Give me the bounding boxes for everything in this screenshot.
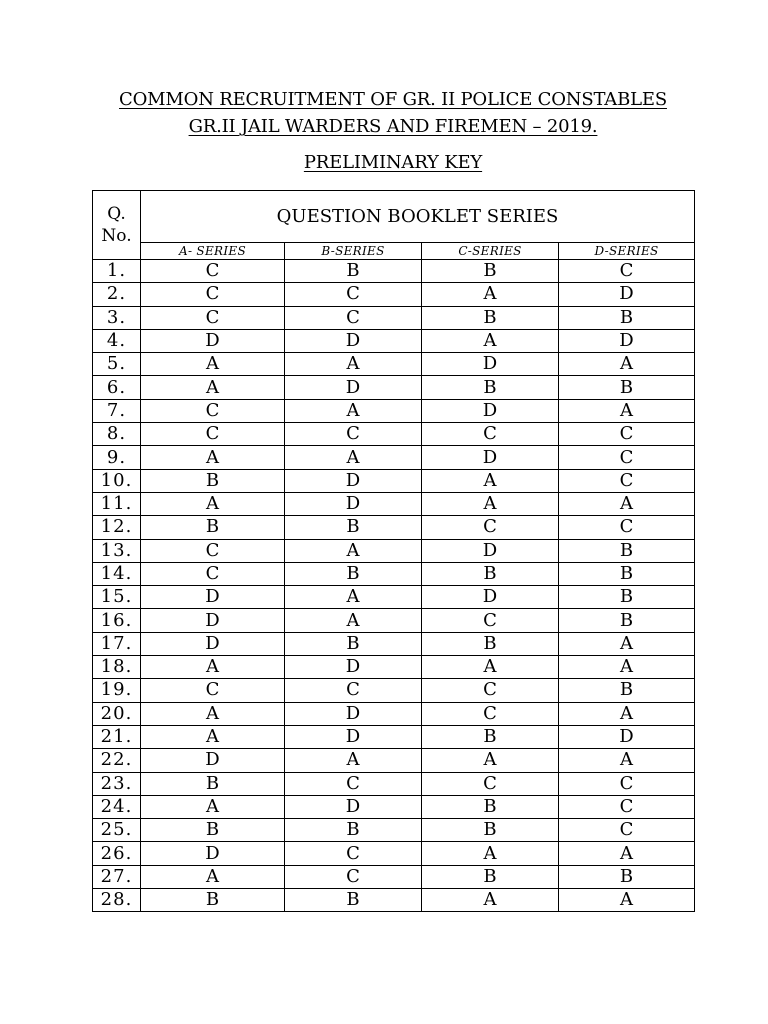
series-d-answer: D — [559, 329, 695, 352]
question-number: 10. — [93, 469, 141, 492]
question-number: 22. — [93, 749, 141, 772]
series-d-answer: B — [559, 562, 695, 585]
question-number: 28. — [93, 889, 141, 912]
series-c-answer: C — [422, 609, 559, 632]
document-subtitle: PRELIMINARY KEY — [303, 152, 483, 173]
table-row — [93, 492, 695, 515]
question-number: 19. — [93, 679, 141, 702]
question-number: 6. — [93, 376, 141, 399]
series-a-answer: A — [141, 492, 285, 515]
series-b-answer: A — [285, 399, 422, 422]
series-d-answer: D — [559, 725, 695, 748]
question-number-header-line-2: No. — [101, 226, 132, 246]
table-row — [93, 260, 695, 283]
series-a-answer: A — [141, 446, 285, 469]
series-c-answer: A — [422, 492, 559, 515]
series-a-answer: D — [141, 329, 285, 352]
table-row — [93, 819, 695, 842]
question-number: 20. — [93, 702, 141, 725]
series-d-answer: B — [559, 306, 695, 329]
question-number: 15. — [93, 586, 141, 609]
table-row — [93, 329, 695, 352]
series-a-answer: A — [141, 376, 285, 399]
series-b-answer: B — [285, 260, 422, 283]
question-number: 5. — [93, 353, 141, 376]
table-row — [93, 609, 695, 632]
series-c-answer: A — [422, 469, 559, 492]
series-c-answer: C — [422, 772, 559, 795]
table-row — [93, 399, 695, 422]
series-d-answer: A — [559, 399, 695, 422]
series-d-answer: C — [559, 795, 695, 818]
series-d-answer: B — [559, 679, 695, 702]
answer-key-table — [92, 190, 695, 912]
series-b-answer: B — [285, 819, 422, 842]
series-a-answer: A — [141, 865, 285, 888]
series-c-answer: D — [422, 539, 559, 562]
series-a-answer: B — [141, 516, 285, 539]
question-number-header-line-1: Q. — [107, 204, 126, 224]
series-b-answer: A — [285, 539, 422, 562]
table-row — [93, 446, 695, 469]
table-row — [93, 772, 695, 795]
question-number: 27. — [93, 865, 141, 888]
series-b-answer: C — [285, 679, 422, 702]
series-a-answer: C — [141, 283, 285, 306]
series-d-answer: C — [559, 819, 695, 842]
series-a-answer: A — [141, 702, 285, 725]
table-row — [93, 283, 695, 306]
question-number: 25. — [93, 819, 141, 842]
series-c-answer: B — [422, 306, 559, 329]
series-b-answer: A — [285, 586, 422, 609]
series-b-answer: A — [285, 353, 422, 376]
series-d-header: D-SERIES — [559, 243, 695, 260]
series-d-answer: A — [559, 656, 695, 679]
table-row — [93, 586, 695, 609]
series-a-answer: C — [141, 423, 285, 446]
series-a-answer: C — [141, 260, 285, 283]
table-row — [93, 353, 695, 376]
table-row — [93, 562, 695, 585]
question-number: 1. — [93, 260, 141, 283]
series-d-answer: C — [559, 772, 695, 795]
series-c-answer: D — [422, 586, 559, 609]
series-a-header: A- SERIES — [141, 243, 285, 260]
series-a-answer: C — [141, 399, 285, 422]
table-row — [93, 702, 695, 725]
question-number: 13. — [93, 539, 141, 562]
series-b-answer: C — [285, 283, 422, 306]
series-d-answer: A — [559, 889, 695, 912]
series-a-answer: D — [141, 609, 285, 632]
series-b-answer: C — [285, 772, 422, 795]
series-a-answer: B — [141, 819, 285, 842]
series-b-answer: C — [285, 306, 422, 329]
series-b-answer: D — [285, 376, 422, 399]
series-d-answer: C — [559, 423, 695, 446]
series-b-answer: D — [285, 492, 422, 515]
table-row — [93, 469, 695, 492]
series-b-answer: B — [285, 516, 422, 539]
question-number: 26. — [93, 842, 141, 865]
table-header-row — [93, 191, 695, 243]
series-b-answer: A — [285, 749, 422, 772]
series-b-answer: B — [285, 889, 422, 912]
table-row — [93, 749, 695, 772]
series-c-answer: C — [422, 423, 559, 446]
series-d-answer: C — [559, 260, 695, 283]
series-c-answer: D — [422, 446, 559, 469]
series-c-answer: C — [422, 679, 559, 702]
question-number: 14. — [93, 562, 141, 585]
question-number: 23. — [93, 772, 141, 795]
table-row — [93, 376, 695, 399]
series-c-answer: B — [422, 865, 559, 888]
series-a-answer: A — [141, 725, 285, 748]
series-c-answer: B — [422, 260, 559, 283]
series-c-answer: A — [422, 329, 559, 352]
series-c-answer: B — [422, 632, 559, 655]
series-c-answer: B — [422, 376, 559, 399]
series-b-answer: D — [285, 795, 422, 818]
table-row — [93, 423, 695, 446]
series-b-answer: B — [285, 632, 422, 655]
series-a-answer: C — [141, 539, 285, 562]
series-a-answer: C — [141, 306, 285, 329]
question-number: 7. — [93, 399, 141, 422]
series-a-answer: C — [141, 562, 285, 585]
series-c-answer: A — [422, 889, 559, 912]
series-a-answer: A — [141, 353, 285, 376]
series-c-answer: B — [422, 795, 559, 818]
series-b-answer: A — [285, 609, 422, 632]
series-c-answer: B — [422, 819, 559, 842]
series-d-answer: A — [559, 842, 695, 865]
question-booklet-series-header: QUESTION BOOKLET SERIES — [141, 191, 695, 243]
series-d-answer: C — [559, 469, 695, 492]
question-number: 12. — [93, 516, 141, 539]
series-b-answer: C — [285, 423, 422, 446]
series-b-answer: C — [285, 842, 422, 865]
series-c-answer: C — [422, 516, 559, 539]
series-b-answer: A — [285, 446, 422, 469]
question-number: 21. — [93, 725, 141, 748]
series-a-answer: B — [141, 772, 285, 795]
series-a-answer: B — [141, 469, 285, 492]
table-row — [93, 656, 695, 679]
series-a-answer: D — [141, 586, 285, 609]
document-title-line-1: COMMON RECRUITMENT OF GR. II POLICE CONSTABLES — [119, 89, 667, 110]
table-row — [93, 725, 695, 748]
table-row — [93, 795, 695, 818]
series-c-answer: D — [422, 353, 559, 376]
series-d-answer: B — [559, 609, 695, 632]
question-number-header — [93, 191, 141, 260]
series-a-answer: D — [141, 632, 285, 655]
question-number: 8. — [93, 423, 141, 446]
series-d-answer: A — [559, 632, 695, 655]
series-c-answer: A — [422, 749, 559, 772]
series-b-answer: D — [285, 725, 422, 748]
series-a-answer: C — [141, 679, 285, 702]
question-number: 3. — [93, 306, 141, 329]
series-d-answer: A — [559, 492, 695, 515]
question-number: 18. — [93, 656, 141, 679]
table-row — [93, 516, 695, 539]
series-a-answer: D — [141, 749, 285, 772]
series-d-answer: B — [559, 586, 695, 609]
question-number: 2. — [93, 283, 141, 306]
answer-rows — [93, 260, 695, 912]
series-b-answer: B — [285, 562, 422, 585]
table-row — [93, 539, 695, 562]
table-row — [93, 632, 695, 655]
series-a-answer: B — [141, 889, 285, 912]
table-row — [93, 842, 695, 865]
series-c-answer: A — [422, 283, 559, 306]
series-d-answer: A — [559, 353, 695, 376]
table-row — [93, 306, 695, 329]
series-d-answer: C — [559, 516, 695, 539]
question-number: 17. — [93, 632, 141, 655]
series-c-answer: B — [422, 562, 559, 585]
series-d-answer: B — [559, 376, 695, 399]
question-number: 4. — [93, 329, 141, 352]
series-header-row — [93, 243, 695, 260]
document-title-line-2: GR.II JAIL WARDERS AND FIREMEN – 2019. — [188, 116, 598, 137]
question-number: 16. — [93, 609, 141, 632]
series-b-header: B-SERIES — [285, 243, 422, 260]
table-row — [93, 679, 695, 702]
series-c-header: C-SERIES — [422, 243, 559, 260]
series-d-answer: A — [559, 702, 695, 725]
series-d-answer: B — [559, 539, 695, 562]
series-d-answer: A — [559, 749, 695, 772]
question-number: 9. — [93, 446, 141, 469]
series-d-answer: D — [559, 283, 695, 306]
series-c-answer: B — [422, 725, 559, 748]
question-number: 24. — [93, 795, 141, 818]
table-row — [93, 889, 695, 912]
series-c-answer: A — [422, 842, 559, 865]
series-b-answer: D — [285, 469, 422, 492]
series-b-answer: D — [285, 702, 422, 725]
series-c-answer: A — [422, 656, 559, 679]
series-a-answer: A — [141, 795, 285, 818]
series-b-answer: C — [285, 865, 422, 888]
series-c-answer: C — [422, 702, 559, 725]
series-a-answer: D — [141, 842, 285, 865]
table-row — [93, 865, 695, 888]
series-b-answer: D — [285, 656, 422, 679]
series-b-answer: D — [285, 329, 422, 352]
series-d-answer: C — [559, 446, 695, 469]
series-d-answer: B — [559, 865, 695, 888]
series-c-answer: D — [422, 399, 559, 422]
question-number: 11. — [93, 492, 141, 515]
series-a-answer: A — [141, 656, 285, 679]
